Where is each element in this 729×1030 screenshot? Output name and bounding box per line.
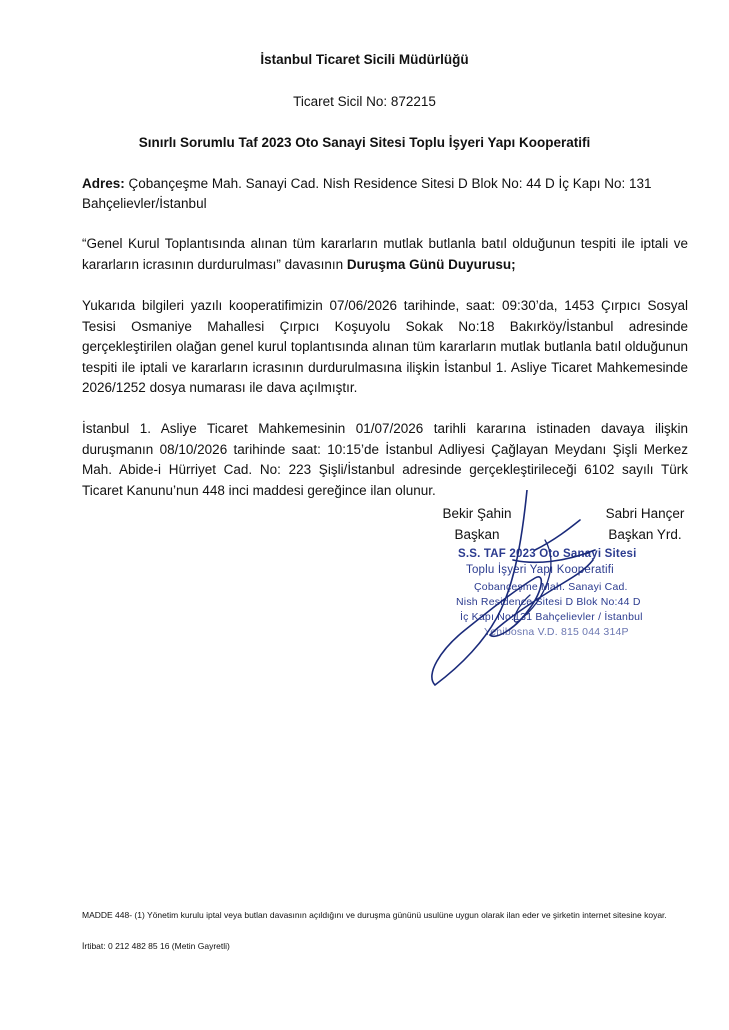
handwritten-signature [395,490,695,690]
signature-stroke [514,540,551,622]
announcement-intro [82,234,688,275]
stamp-line: Nish Residence Sitesi D Blok No:44 D [456,596,641,608]
paragraph-hearing-date: İstanbul 1. Asliye Ticaret Mahkemesinin 01/07/2026 tarihli kararına istinaden davaya ilişkin duruşmanın 08/10/2026 tarihinde saat: 10:15’de İstanbul Adliyesi Çağlayan Meydanı Şişli Merkez Mah. Abide-i Hürriyet Cad. No: 223 Şişli/İstanbul adresinde gerçekleştirileceği 6102 sayılı Türk Ticaret Kanunu’nun 448 inci maddesi gereğince ilan olunur. [82,421,688,498]
stamp-line: S.S. TAF 2023 Oto Sanayi Sitesi [458,548,637,560]
signatory-president-name: Bekir Şahin [442,506,512,521]
company-name: Sınırlı Sorumlu Taf 2023 Oto Sanayi Sitesi Toplu İşyeri Yapı Kooperatifi [138,135,591,150]
registry-office-heading: İstanbul Ticaret Sicili Müdürlüğü [260,52,469,67]
registry-number: Ticaret Sicil No: 872215 [293,94,436,109]
signatory-vice-president-name: Sabri Hançer [605,506,685,521]
address-text-1: Çobançeşme Mah. Sanayi Cad. Nish Residence Sitesi D Blok No: 44 D İç Kapı No: 131 [128,176,652,191]
stamp-line: Yenibosna V.D. 815 044 314P [484,626,629,638]
footer-article: MADDE 448- (1) Yönetim kurulu iptal veya butlan davasının açıldığını ve duruşma gününü usulüne uygun olarak ilan eder ve şirketin internet sitesine koyar. [82,910,667,920]
signatory-vice-president-title: Başkan Yrd. [608,527,682,542]
announcement-title: Duruşma Günü Duyurusu; [346,256,516,272]
stamp-line: İç Kapı No:131 Bahçelievler / İstanbul [460,611,643,623]
address-label: Adres: [82,176,125,191]
address-line-1 [82,174,652,194]
signatory-president-title: Başkan [454,527,500,542]
stamp-line: Toplu İşyeri Yapı Kooperatifi [466,564,614,576]
address-line-2: Bahçelievler/İstanbul [82,196,207,211]
footer-contact: İrtibat: 0 212 482 85 16 (Metin Gayretli) [82,941,230,951]
stamp-line: Çobançeşme Mah. Sanayi Cad. [474,581,628,593]
case-quote: “Genel Kurul Toplantısında alınan tüm kararların mutlak butlanla batıl olduğunun tespiti ile iptali ve kararların icrasının durdurulması” davasının [82,236,688,272]
paragraph-case-filed: Yukarıda bilgileri yazılı kooperatifimizin 07/06/2026 tarihinde, saat: 09:30’da, 1453 Çırpıcı Sosyal Tesisi Osmaniye Mahallesi Çırpıcı Koşuyolu Sokak No:18 Bakırköy/İstanbul adresinde gerçekleştirilen olağan genel kurul toplantısında alınan tüm kararların mutlak butlanla batıl olduğunun tespiti ile iptali ve kararların icrasının durdurulmasına ilişkin İstanbul 1. Asliye Ticaret Mahkemesinde 2026/1252 dosya numarası ile dava açılmıştır. [82,298,688,395]
signature-stroke [432,490,595,685]
